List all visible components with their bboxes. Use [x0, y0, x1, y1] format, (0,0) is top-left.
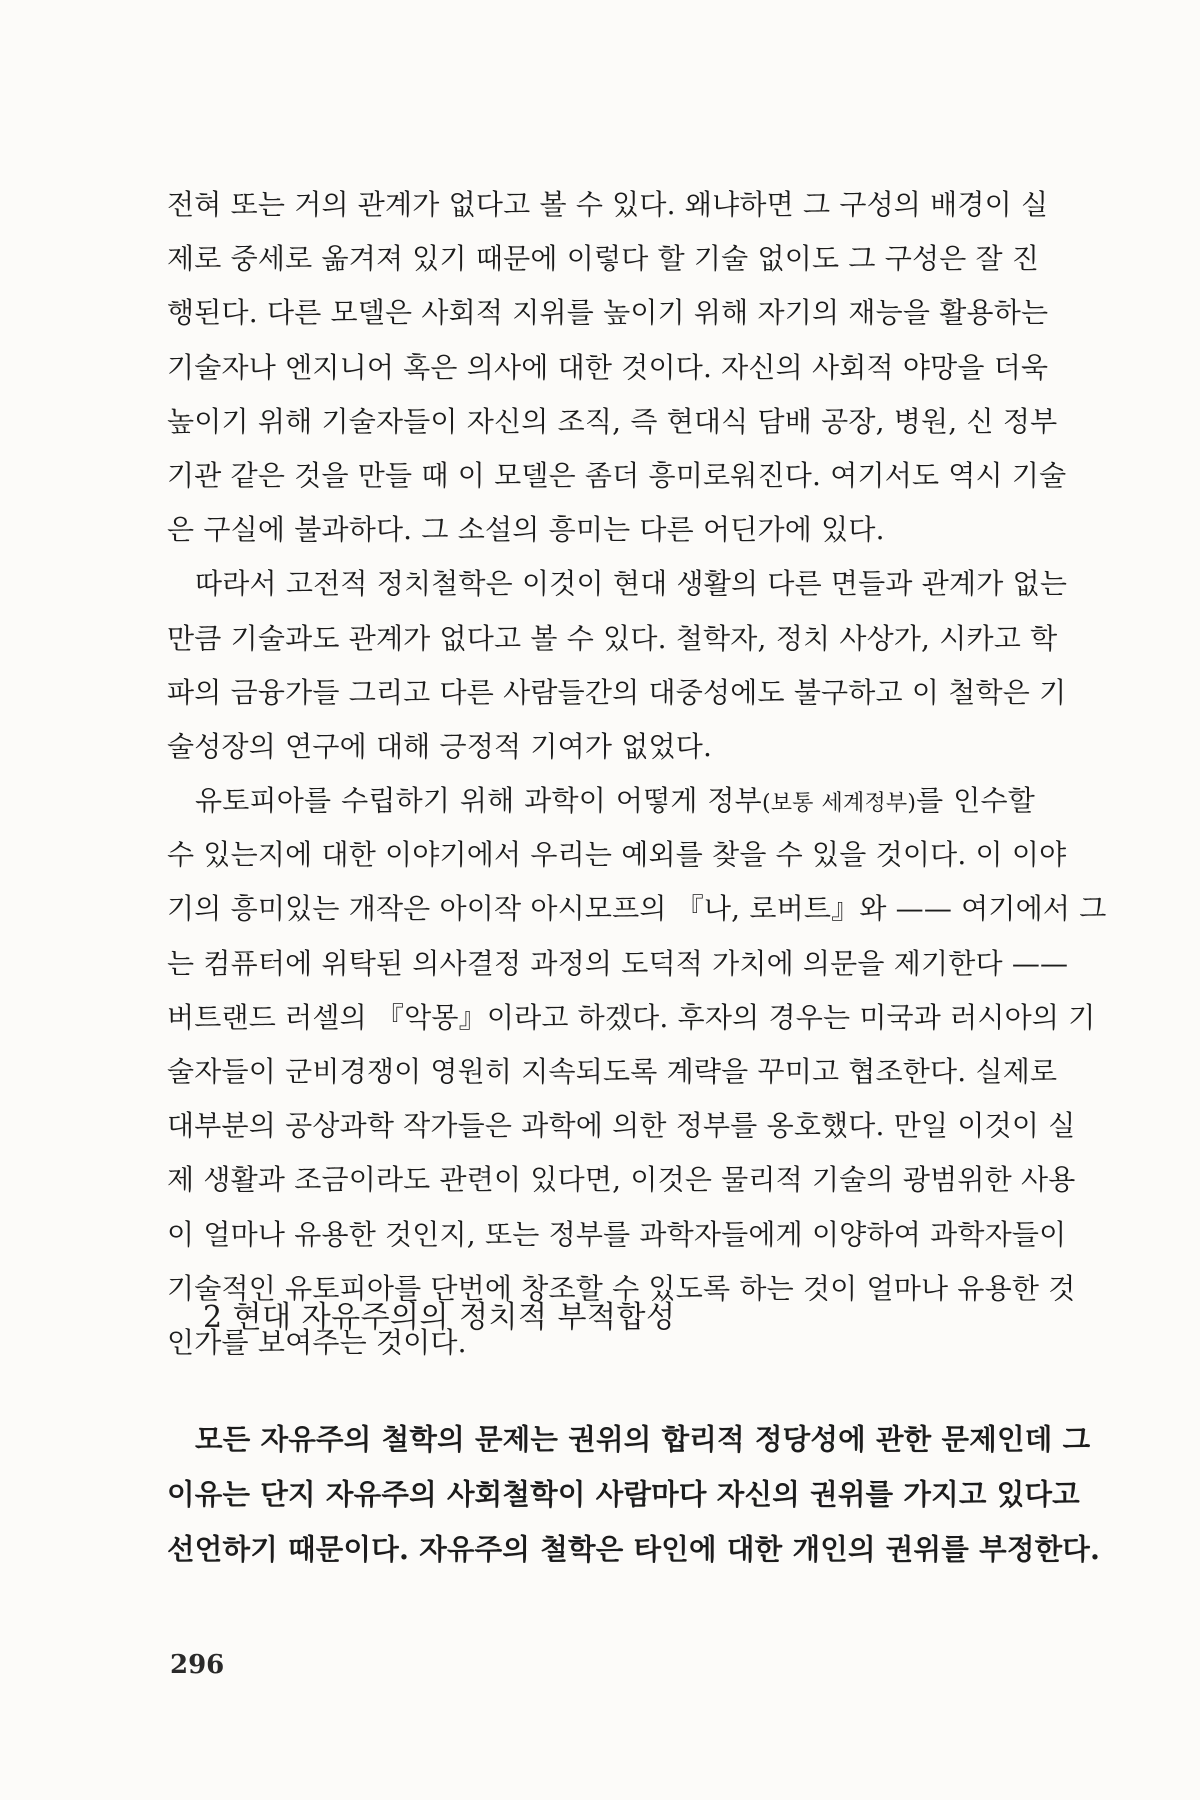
text-line: 만큼 기술과도 관계가 없다고 볼 수 있다. 철학자, 정치 사상가, 시카고 학	[167, 621, 1058, 655]
text-line: 이 얼마나 유용한 것인지, 또는 정부를 과학자들에게 이양하여 과학자들이	[167, 1217, 1067, 1251]
text-line: 기의 흥미있는 개작은 아이작 아시모프의 『나, 로버트』와 —— 여기에서 그	[167, 892, 1107, 926]
text-line: 기술자나 엔지니어 혹은 의사에 대한 것이다. 자신의 사회적 야망을 더욱	[167, 350, 1049, 384]
text-line: 선언하기 때문이다. 자유주의 철학은 타인에 대한 개인의 권위를 부정한다.	[167, 1532, 1101, 1566]
text-line: 는 컴퓨터에 위탁된 의사결정 과정의 도덕적 가치에 의문을 제기한다 ——	[167, 946, 1069, 980]
text-line: 모든 자유주의 철학의 문제는 권위의 합리적 정당성에 관한 문제인데 그	[195, 1422, 1091, 1456]
text-line	[167, 774, 1035, 828]
text-line: 버트랜드 러셀의 『악몽』이라고 하겠다. 후자의 경우는 미국과 러시아의 기	[167, 1000, 1096, 1034]
text-line: 은 구실에 불과하다. 그 소설의 흥미는 다른 어딘가에 있다.	[167, 513, 885, 547]
text-line: 높이기 위해 기술자들이 자신의 조직, 즉 현대식 담배 공장, 병원, 신 정부	[167, 404, 1058, 438]
text-line: 파의 금융가들 그리고 다른 사람들간의 대중성에도 불구하고 이 철학은 기	[167, 675, 1067, 709]
text-line: 제 생활과 조금이라도 관련이 있다면, 이것은 물리적 기술의 광범위한 사용	[167, 1163, 1076, 1197]
section-heading: 2 현대 자유주의의 정치적 부적합성	[203, 1300, 676, 1335]
text-line: 기관 같은 것을 만들 때 이 모델은 좀더 흥미로워진다. 여기서도 역시 기술	[167, 458, 1067, 492]
text-line: 술자들이 군비경쟁이 영원히 지속되도록 계략을 꾸미고 협조한다. 실제로	[167, 1055, 1058, 1088]
text-line: 인가를 보여주는 것이다.	[167, 1325, 467, 1359]
text-segment: 유토피아를 수립하기 위해 과학이 어떻게 정부	[195, 784, 762, 818]
body-text	[167, 178, 1107, 1370]
text-segment: 를 인수할	[916, 784, 1035, 818]
text-line: 제로 중세로 옮겨져 있기 때문에 이렇다 할 기술 없이도 그 구성은 잘 진	[167, 242, 1040, 276]
inline-parenthetical: (보통 세계정부)	[761, 791, 917, 817]
page-number: 296	[170, 1650, 225, 1680]
section-text	[167, 1412, 1101, 1577]
text-line: 전혀 또는 거의 관계가 없다고 볼 수 있다. 왜냐하면 그 구성의 배경이 실	[167, 188, 1049, 221]
text-line: 행된다. 다른 모델은 사회적 지위를 높이기 위해 자기의 재능을 활용하는	[167, 296, 1049, 330]
text-line: 수 있는지에 대한 이야기에서 우리는 예외를 찾을 수 있을 것이다. 이 이야	[167, 838, 1067, 872]
text-line: 따라서 고전적 정치철학은 이것이 현대 생활의 다른 면들과 관계가 없는	[195, 567, 1068, 601]
text-line: 이유는 단지 자유주의 사회철학이 사람마다 자신의 권위를 가지고 있다고	[167, 1477, 1080, 1511]
text-line: 술성장의 연구에 대해 긍정적 기여가 없었다.	[167, 729, 713, 763]
text-line: 대부분의 공상과학 작가들은 과학에 의한 정부를 옹호했다. 만일 이것이 실	[167, 1109, 1076, 1143]
text-line: 기술적인 유토피아를 단번에 창조할 수 있도록 하는 것이 얼마나 유용한 것	[167, 1271, 1076, 1305]
